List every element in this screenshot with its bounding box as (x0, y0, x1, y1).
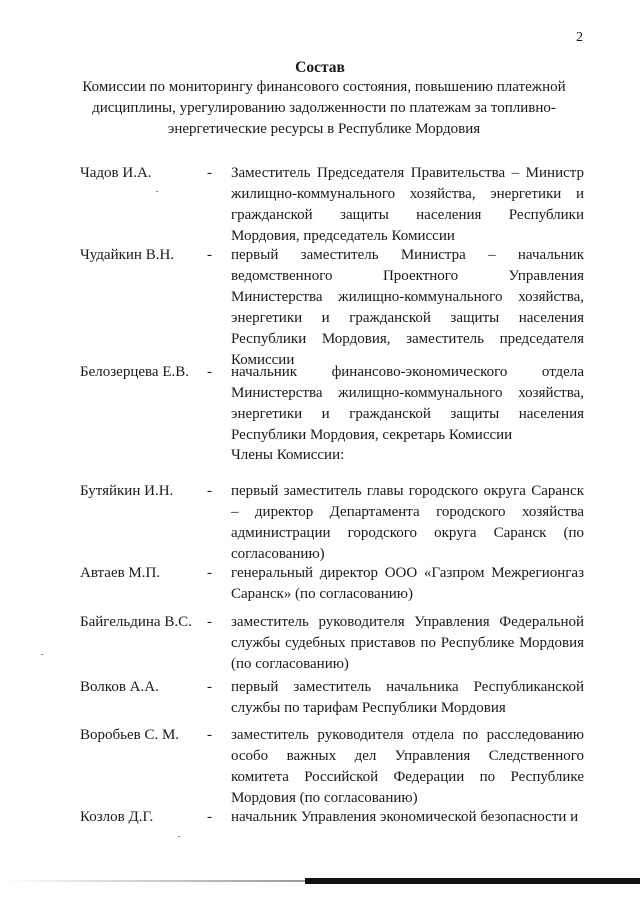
member-dash: - (207, 165, 212, 181)
document-title: Состав (295, 59, 345, 76)
member-role: заместитель руководителя отдела по расследованию особо важных дел Управления Следственного комитета Российской Федерации по Республике Мордовия (по согласованию) (231, 727, 584, 806)
scan-speck (178, 836, 180, 837)
member-name: Белозерцева Е.В. (80, 364, 189, 380)
member-dash: - (207, 614, 212, 630)
member-role: Заместитель Председателя Правительства – Министр жилищно-коммунального хозяйства, энергетики и гражданской защиты населения Республики Мордовия, председатель Комиссии (231, 165, 584, 244)
member-name: Козлов Д.Г. (80, 809, 154, 825)
member-role: начальник финансово-экономического отдела Министерства жилищно-коммунального хозяйства, энергетики и гражданской защиты населения Республики Мордовия, секретарь Комиссии (231, 364, 584, 443)
member-role: генеральный директор ООО «Газпром Межрегионгаз Саранск» (по согласованию) (231, 565, 584, 602)
members-heading: Члены Комиссии: (231, 447, 345, 463)
member-dash: - (207, 483, 212, 499)
member-role: первый заместитель Министра – начальник ведомственного Проектного Управления Министерства жилищно-коммунального хозяйства, энергетики и гражданской защиты населения Республики Мордовия, заместитель председателя Комиссии (231, 247, 584, 368)
scan-edge-bar (305, 878, 640, 884)
member-name: Чадов И.А. (80, 165, 152, 181)
member-role: первый заместитель начальника Республиканской службы по тарифам Республики Мордовия (231, 679, 584, 716)
scan-speck (41, 654, 43, 655)
member-name: Воробьев С. М. (80, 727, 180, 743)
scan-speck (156, 191, 158, 192)
member-dash: - (207, 247, 212, 263)
scan-edge-shadow (0, 880, 305, 882)
member-role: начальник Управления экономической безопасности и (231, 809, 579, 825)
member-dash: - (207, 727, 212, 743)
member-dash: - (207, 809, 212, 825)
member-role: первый заместитель главы городского округа Саранск – директор Департамента городского хозяйства администрации городского округа Саранск (по согласованию) (231, 483, 584, 562)
member-name: Бутяйкин И.Н. (80, 483, 174, 499)
document-subtitle: Комиссии по мониторингу финансового состояния, повышению платежной дисциплины, урегулированию задолженности по платежам за топливно-энергетические ресурсы в Республике Мордовия (82, 79, 566, 137)
member-name: Байгельдина В.С. (80, 614, 192, 630)
member-dash: - (207, 565, 212, 581)
page-number: 2 (576, 30, 583, 45)
member-dash: - (207, 364, 212, 380)
member-name: Волков А.А. (80, 679, 159, 695)
member-role: заместитель руководителя Управления Федеральной службы судебных приставов по Республике Мордовия (по согласованию) (231, 614, 584, 672)
member-name: Чудайкин В.Н. (80, 247, 175, 263)
member-name: Автаев М.П. (80, 565, 161, 581)
member-dash: - (207, 679, 212, 695)
